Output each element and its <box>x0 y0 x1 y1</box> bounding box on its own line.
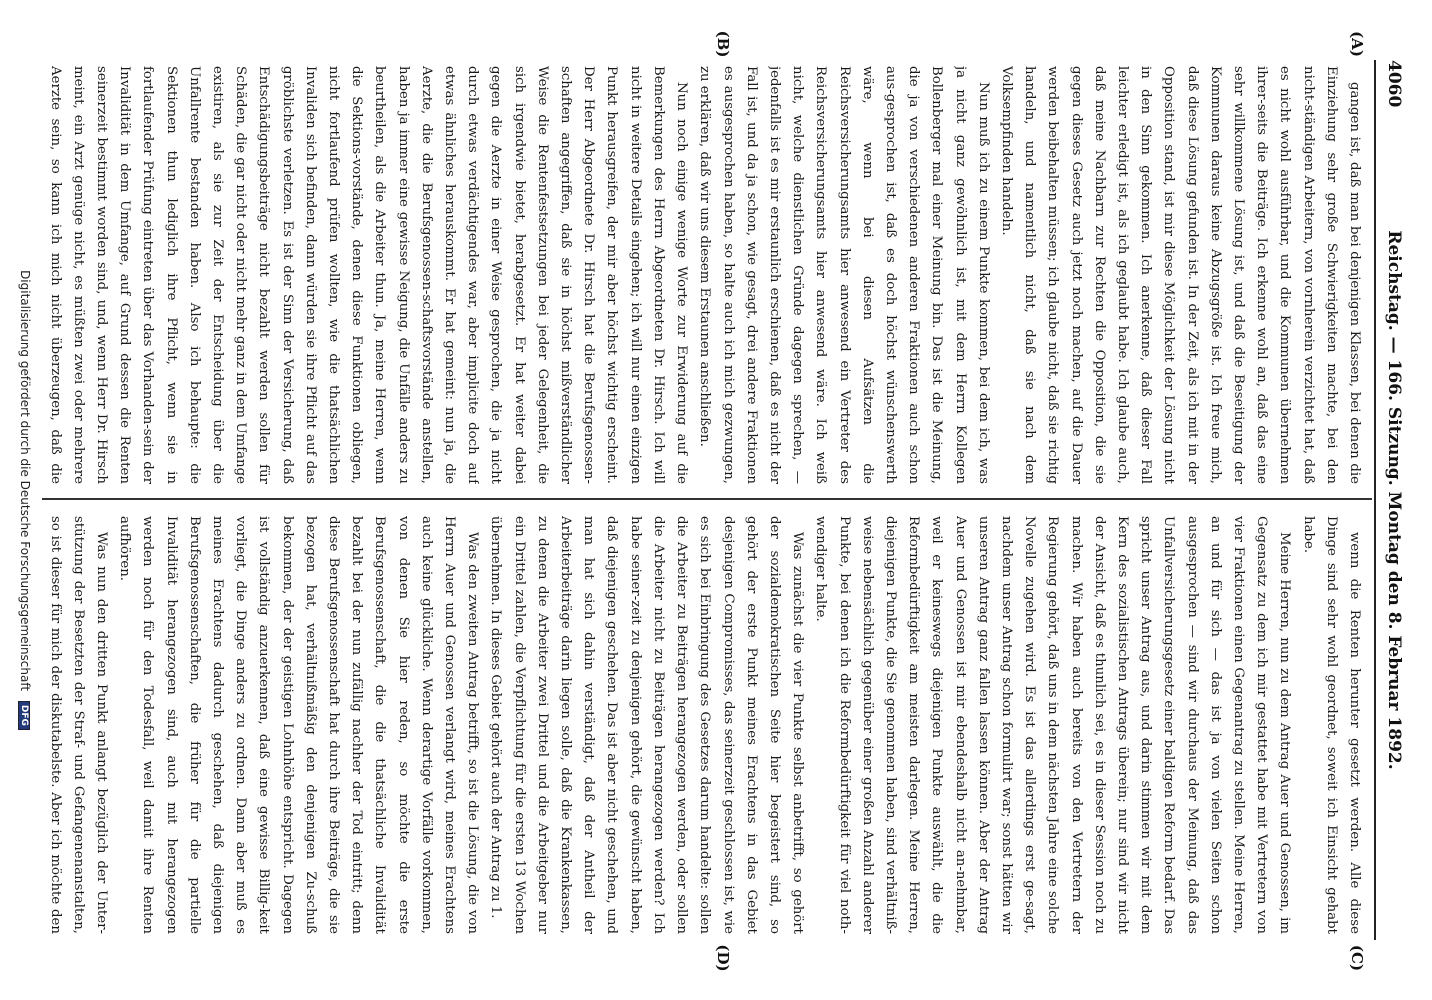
margin-mark-a: (A) <box>1348 31 1366 57</box>
paragraph: Nun noch einige wenige Worte zur Erwiderung auf die Bemerkungen des Herrn Abgeordneten Dr. Hirsch. Ich will nicht in weitere Details eingehen; ich will nur einen einzigen Punkt herausgreifen, der mir aber höchst wichtig erscheint. Der Herr Abgeordnete Dr. Hirsch hat die Berufsgenossen-schaften angegriffen, daß sie in höchst mißverständlicher Weise die Rentenfestsetzungen bei jeder Gelegenheit, die sich irgendwie bietet, herabgesetzt. Er hat weiter dabei gegen die Aerzte in einer Weise gesprochen, die ja nicht durch etwas verdächtigendes war, aber implicite doch auf etwas ähnliches herauskommt. Er hat gemeint: nun ja, die Aerzte, die die Berufsgenossen-schaftsvorstände anstellen, haben ja immer eine gewisse Neigung, die Unfälle anders zu beurtheilen, als die Arbeiter thun. Ja, meine Herren, wenn die Sektions-vorstände, denen diese Funktionen obliegen, nicht fortlaufend prüfen wollten, wie die thatsächlichen Invaliden sich befinden, dann würden sie ihre Pflicht auf das gröblichste verletzen. Es ist der Sinn der Versicherung, daß Entschädigungsbeiträge nicht bezahlt werden sollen für Schäden, die gar nicht oder nicht mehr ganz in dem Umfange existiren, als sie zur Zeit der Entscheidung über die Unfallrente bestanden haben. Also ich behaupte: die Sektionen thun lediglich ihre Pflicht, wenn sie in fortlaufender Prüfung eintreten über das Vorhanden-sein der Invalidität in dem Umfange, auf Grund dessen die Renten seinerzeit bestimmt worden sind, und, wenn Herr Dr. Hirsch meint, ein Arzt genüge nicht, es müßten zwei oder mehrere Aerzte sein, so kann ich mich nicht überzeugen, daß die <box>47 66 690 484</box>
credit-text: Digitalisierung gefördert durch die Deutsche Forschungsgemeinschaft <box>18 270 32 692</box>
paragraph: Was zunächst die vier Punkte selbst anbetrifft, so gehört der sozialdemokratischen Seite hier begeistert sind, so gehört der erste Punkt meines Erachtens in das Gebiet desjenigen Compromisses, das seinerzeit geschlossen ist, wie es sich bei Einbringung des Gesetzes darum handelte: sollen die Arbeiter zu Beiträgen herangezogen werden, oder sollen die Arbeiter nicht zu Beiträgen herangezogen werden? Ich habe seiner-zeit zu denjenigen gehört, die gewünscht haben, daß diejenigen geschehen. Das ist aber nicht geschehen, und man hat sich dahin verständigt, daß der Antheil der Arbeiterbeiträge darin liegen solle, daß die Krankenkassen, zu denen die Arbeiter zwei Drittel und die Arbeitgeber nur ein Drittel zahlen, die Verpflichtung für die ersten 13 Wochen übernehmen. In dieses Gebiet gehört auch der Antrag zu 1. <box>488 516 806 934</box>
paragraph: Nun muß ich zu einem Punkte kommen, bei dem ich, was ja nicht ganz gewöhnlich ist, mit dem Herrn Kollegen Bollenberger mal einer Meinung bin. Das ist die Meinung, die ja von verschiedenen anderen Fraktionen auch schon aus-gesprochen ist, daß es doch höchst wünschenswerth wäre, wenn bei diesen Aufsätzen die Reichsversicherungsamts hier anwesend ein Vertreter des Reichsversicherungsamts hier anwesend wäre. Ich weiß nicht, welche dienstlichen Gründe dagegen sprechen, — jedenfalls ist es mir erstaunlich erschienen, daß es nicht der Fall ist, und da ja schon, wie gesagt, drei andere Fraktionen es ausgesprochen haben, so halte auch ich mich gezwungen, zu erklären, daß wir uns diesem Erstaunen anschließen. <box>697 66 991 484</box>
page-header <box>1378 60 1404 940</box>
running-title: Reichstag. — 166. Sitzung. Montag den 8. Februar 1892. <box>1384 230 1404 770</box>
paragraph: Was nun den dritten Punkt anlangt bezüglich der Unter-stützung der Besetzten der Straf- und Gefangenenanstalten, so ist dieser für mich der diskutabelste. Aber ich möchte den <box>47 516 110 934</box>
paragraph: gangen ist, daß man bei denjenigen Klassen, bei denen die Einziehung sehr große Schwierigkeiten machte, bei den nicht-ständigen Arbeitern, von vornherein verzichtet hat, daß es nicht wohl ausführbar, und die Kommunen übernehmen ihrer-seits die Beiträge. Ich erkenne wohl an, daß das eine sehr willkommene Lösung ist, und daß die Beseitigung der Kommunen daraus keine Abzugsgröße ist. Ich freue mich, daß diese Lösung gefunden ist. In der Zeit, als ich mit in der Opposition stand, ist mir diese Möglichkeit der Lösung nicht in den Sinn gekommen. Ich anerkenne, daß dieser Fall leichter erledigt ist, als ich geglaubt habe. Ich glaube auch, daß meine Nachbarn zur Rechten die Opposition, die sie gegen dieses Gesetz auch jetzt noch machen, auf die Dauer werden beibehalten müssen; ich glaube nicht, daß sie richtig handeln, und namentlich nicht, daß sie nach dem Volksempfinden handeln. <box>998 66 1362 484</box>
right-column <box>46 516 1366 934</box>
dfg-logo: DFG <box>19 701 31 730</box>
paragraph: Was den zweiten Antrag betrifft, so ist die Lösung, die von Herrn Auer und Genossen verlangt wird, meines Erachtens auch keine glückliche. Wenn derartige Vorfälle vorkommen, von denen Sie hier reden, so möchte die erste Berufsgenossenschaft, die die thatsächliche Invalidität bezahlt bei der nun zufällig nachher der Tod eintritt; denn diese Berufsgenossenschaft hat durch ihre Beiträge, die sie bezogen hat, verhältnißmäßig den denjenigen Zu-schuß bekommen, der der geistigen Lohnhöhe entspricht. Dagegen ist vollständig anzuerkennen, daß eine gewisse Billig-keit vorliegt, die Dinge anders zu ordnen. Dann aber muß es meines Erachtens dadurch geschehen, daß diejenigen Berufsgenossenschaften, die früher für die partielle Invalidität herangezogen sind, auch mit herangezogen werden noch für den Todesfall, weil damit ihre Renten aufhören. <box>117 516 481 934</box>
paragraph: Meine Herren, nun zu dem Antrag Auer und Genossen, im Gegensatz zu dem ich mir gestattet habe mit Vertretern von vier Fraktionen einen Gegenantrag zu stellen. Meine Herren, an und für sich — das ist ja von vielen Seiten schon ausgesprochen — sind wir durchaus der Meinung, daß das Unfallversicherungsgesetz einer baldigen Reform bedarf. Das spricht unser Antrag aus, und darin stimmen wir mit dem Kern des sozialistischen Antrags überein; nur sind wir nicht der Ansicht, daß es thunlich sei, es in dieser Session noch zu machen. Wir haben auch bereits von den Vertretern der Regierung gehört, daß uns in dem nächsten Jahre eine solche Novelle zugehen wird. Es ist das allerdings erst ge-sagt, nachdem unser Antrag schon formulirt war; sonst hätten wir unseren Antrag ganz fallen lassen können. Aber der Antrag Auer und Genossen ist mir ebendeshalb nicht an-nehmbar, weil er keineswegs diejenigen Punkte auswählt, die die Reformbedürftigkeit am meisten darlegen. Meine Herren, diejenigen Punkte, die Sie genommen haben, sind verhältniß-weise nebensächlich gegenüber einer großen Anzahl anderer Punkte, bei denen ich die Reformbedürftigkeit für viel noth-wendiger halte. <box>813 516 1293 934</box>
left-column <box>46 66 1366 484</box>
digitization-credit <box>18 0 32 1000</box>
paragraph: wenn die Renten herunter gesetzt werden. Alle diese Dinge sind sehr wohl geordnet, soweit ich Einsicht gehabt habe. <box>1300 516 1362 934</box>
column-divider <box>42 498 1372 500</box>
margin-mark-b: (B) <box>714 30 732 58</box>
page-number: 4060 <box>1384 60 1404 108</box>
margin-mark-d: (D) <box>714 944 732 972</box>
header-rule <box>1374 60 1376 940</box>
margin-mark-c: (C) <box>1348 944 1366 972</box>
